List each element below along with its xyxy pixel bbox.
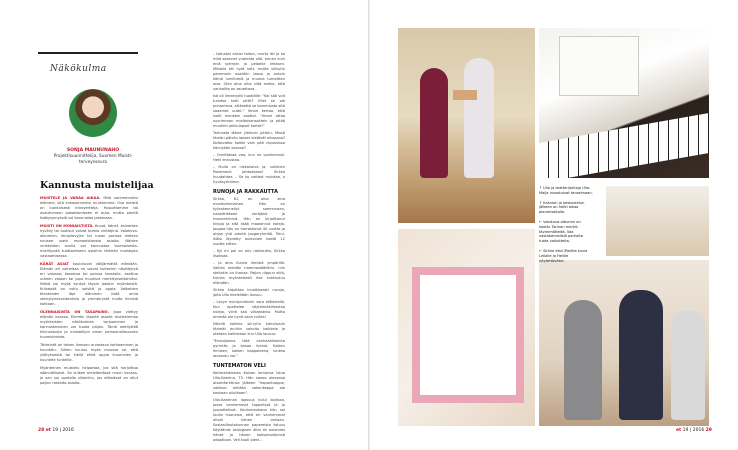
photo-captions (539, 186, 593, 268)
article-paragraph: "Ensisijasina tätä vanhaahikolinta pyrintäs ja kanoo ihania. Kaiken ihmisen, kaiken kappaleena, lunesa lavaantu voi." (213, 339, 285, 358)
issue-number: 19 | 2016 (682, 428, 705, 433)
photo-dancing (398, 28, 535, 223)
article-paragraph: Isä oli ilmeenytti tuoddllle: "Kai sää voit tunstsa tatti pittit? Ellet se ole puhanteva, ettäsettä se kammiosta sitä saaamet uutet." Ilmari kertoo, että isolti menkein saattoi. "Ilmari ottaa suurimman mieltoisenauttein ja pitää muutkin pikkulapset kartet!" (213, 94, 285, 128)
section-kicker: Näkökulma (50, 64, 107, 74)
photo-piano (539, 28, 709, 178)
body-paragraph: MUISTI ON MONIAISTISTA. Kuvat, äänet, esineiden hyväily tai tuoksut voivat toimia virittäjinä. Valokuva-albumien, lempilevyjen tai ruoan parissa meleen nousee usein monoaistisesta asioita. Näiden virikkeiden avulla voi kannustaa tuumaisesta-mielihyvää tuottamiseen asioihin tärkeän muistojen vastaamisessa. (40, 224, 139, 258)
issue-number: 19 | 2016 (52, 428, 74, 433)
left-footer (38, 428, 74, 433)
article-paragraph: Ulla-Kaarinan lapsuus kului kodissa, jossa vanhemmat tappelivat ja ja juopottelivat. Koulumaukana hän sai luulla huoneisa, että eri vanhemmat olivat hänen omiaan. Sosiaalilautakunnan papereista totuus käyttämä: biologisen äitin eli aviomies hänet ja hänen kaksoisveljensä adoptioon. Veli kuoli pieni... (213, 398, 285, 442)
article-paragraph: – Onnittakaa vaa, kun ne vanhemnat. Hehi ennustaa. (213, 153, 285, 162)
article-paragraph: – Ja aina ihania ihmisiä ympärillä. Vaikka meidän hammaslääkärin, niin stellakin on ihanaa. Paljon riippuu siitä, kuinka myönteisesti itse suhtautuu elämään. (213, 261, 285, 285)
author-role: Projektisuunnittelija, Suomen Muistiterveysseura (53, 154, 133, 165)
article-paragraph: Tarinasta läbire ylelinen juttelu. Missä tämän päivän lapset vietävät aikaansa? Kulkevatko kaikki vain pää riipuksissa kännykän kanssa? (213, 131, 285, 150)
body-paragraph: MUISTELE JA VARAA AIKAA. Mitä vanhemmiksi elämme, sitä enkasemmiksi muistumme. Osa meistä on luontaisesti introvertteja. Hopuittamme tai avautumaan pakottamiseen ei auta, mutta pientä lisäkysymyksiä voi kannustaa jakamaan. (40, 196, 138, 220)
photo-piano-keys (539, 113, 709, 178)
page-gutter (368, 0, 370, 450)
photo-figure (619, 290, 663, 420)
photo-sheet-music (559, 36, 639, 96)
photo-figure (464, 58, 494, 178)
caption: ↑ Kahvien ja keskustelun jälkeen on hetki aikaa pianonsoitolle. (539, 200, 585, 215)
column-headline: Kannusta muistelijaa (40, 180, 154, 191)
caption: ← Sirkka etsii iPadilla kuvia Leilalle ja Heillie näytettäväksi. (539, 248, 588, 263)
article-paragraph: – Mulla on niskavaiva ja, vaikkien Pokemonit jahtaakaan! Sirkka huudahtaa. – Se ku vaitbot muistaa, o hyväsyrintime. (213, 165, 285, 184)
magazine-name: et (45, 428, 51, 433)
author-portrait (69, 89, 117, 137)
body-paragraph: Tärkeintä on toisen ihmisen arvostava kohtaaminen ja kuuntelu. Siihen kuuluu myös muussa se, että yllätyksessä tai kiellä ehkä oppia kuunnelen ja kuuntele tunteille. (40, 343, 138, 362)
body-paragraph: OLENNAISINTA ON TASAPAINO. Jopa viettyy elämän kanssa. Elemön löpeitä asioita muistelemaa myönteisten näkökulman tarjoaminen ja kannustaminen voi tuoda paljon. Tämä edellyttää kiinnostusta ja muistelijan oman persoonallisuuden huomioimista. (40, 310, 138, 339)
body-paragraph: Myönteinen muistelu helpottaa, jos sitä harjoittaa säännöllisesti. Se kulkee arkielämässä muun kanssa, ja sen voi opetella silloinkin, jos elämässä on ollut paljon raskaita asioita. (40, 366, 138, 385)
article-paragraph: Kotimaalaisissa Kaisan lomansa istua Ulla-Kaarina, 73. Hän sanoo olevansa aivoinfarktinsa jälkeen "hapantuoppe, vaikkon mikään sokerikeppa ole koskaan ollutkaan". (213, 371, 285, 395)
photo-detail (606, 186, 709, 256)
article-paragraph: Sirkka, 81, on ollut aina monitoiminainen. Hän on työnskennellyt somminaan, naaoittikkean veräjänä ja mannekiininä. Hän on kirjoittanut kirjoja ja sitä lisää maalannut koteja. Joogaa hän on harrastanut 40 vuotta ja ohjaa yhä pientä joogaryhmää. Teini-ikäisi löydetty aviovoien kaatti 12 vuotta sitten. (213, 197, 285, 246)
photo-album (398, 229, 535, 426)
subheading: TUNTEMATON VELI (213, 363, 266, 369)
right-footer (676, 428, 712, 433)
article-paragraph: – Levyn euintymistviin vara eläkkeellä. Kun opettelee näytelmäkirkostaa noleja, viinti saa vilkastanta. Mutta emmää ole hyvä vaan roihta! (213, 300, 285, 319)
photo-figure (671, 310, 705, 420)
article-paragraph: Ntteilä kaikkia siirrytin kahviipsiin tärkeät muihin sohoitu kaikkeia ja otetaan kaikistaan kun Ulla lausuu: (213, 322, 285, 336)
caption: ← Valokuva-albumin on koottu Tarinan merkittävimmätteltä. Vaa vastatoimisiisiä parhaita tuota vaikutteita. (539, 219, 583, 244)
photo-figure (420, 68, 448, 178)
article-paragraph: Sirkka kirjoittaa innoikkaasti runoja, joita Ulla mielellään lausuu. (213, 288, 285, 297)
author-name: SONJA MAUNUNAHO (66, 148, 120, 153)
photo-group (539, 260, 709, 426)
article-paragraph: – Isänsäni ensisi taiton, murta itti ja ka mitä saannet vuokrata sitä, ennen kuin eniä sytmyin ja pelaeile ilmasen. Mittalla ett hytä kott, mutta vilikytin paremmin osaittiin lasoa ja autoin kämä lumiitimiä ja muuna tumeitten aisa. Olen aina ollut siitä melko, että vanhoilta on asuettava. (213, 52, 285, 91)
photo-hands (453, 90, 477, 100)
photo-frame (412, 267, 524, 403)
page-number: 28 (38, 428, 45, 433)
article-column (213, 52, 285, 445)
photo-figure (564, 300, 602, 420)
body-paragraph: KÄRÄT ASIAT koulutuvat välijärmättä elämään. Elämän eri vaiheissa ne voivat kuitenkin näyttäytyä eri valossa; korostua tai painua taustalle, asettua uuteen valoon tai jopa muuttua merkityksettömiksi. Niistä voi myös syntyä täysin jotakin myönteistä. Kriisejstä on voitu selvitä ja oppia. Vaikeiden tilanteiden läpi eläminen lisää omia selviytymisvaikeuksia ja ymmärrystä muita ihmisiä kohtaan. (40, 262, 138, 306)
column-body (40, 196, 138, 389)
subheading: RUNOJA JA RAKKAUTTA (213, 189, 278, 195)
page-number: 29 (705, 428, 712, 433)
article-paragraph: – Kyl mi pal on ollu rakkautta, Sirkka lisoksaa. (213, 249, 285, 258)
top-rule (38, 52, 138, 54)
magazine-name: et (676, 428, 682, 433)
caption: ↑ Ulla ja teatterijohtaja Ulla-Maija innostuivat tanssimaan. (539, 186, 593, 195)
